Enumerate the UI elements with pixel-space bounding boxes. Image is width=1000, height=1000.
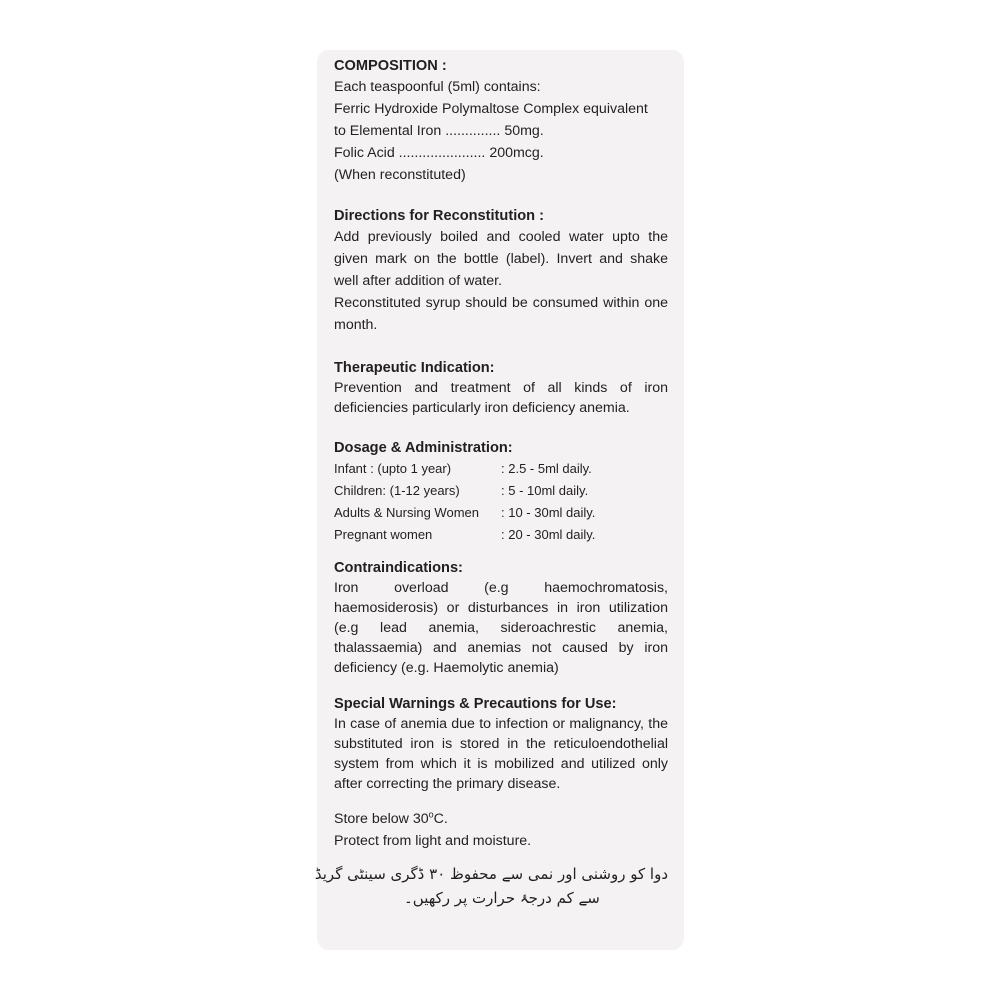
- storage-section: [334, 808, 668, 852]
- indication-text: Prevention and treatment of all kinds of iron deficiencies particularly iron deficiency anemia.: [334, 380, 668, 416]
- storage-protect: Protect from light and moisture.: [334, 833, 532, 849]
- storage-temperature-text: Store below 30: [334, 811, 429, 827]
- dosage-group: Children: (1-12 years): [334, 483, 460, 498]
- dosage-row: [334, 524, 668, 546]
- directions-paragraph: Reconstituted syrup should be consumed within one month.: [334, 295, 668, 333]
- contraindications-text: Iron overload (e.g haemochromatosis, haemosiderosis) or disturbances in iron utilization (e.g lead anemia, sideroachrestic anemia, thalassaemia) and anemias not caused by iron deficiency (e.g. Haemolytic anemia): [334, 580, 668, 676]
- storage-temperature-unit: C.: [433, 811, 448, 827]
- composition-heading: COMPOSITION :: [334, 58, 447, 74]
- dosage-group: Pregnant women: [334, 527, 433, 542]
- urdu-note-line: دوا کو روشنی اور نمی سے محفوظ ۳۰ ڈگری سینٹی گریڈ: [314, 865, 668, 883]
- dosage-heading: Dosage & Administration:: [334, 440, 513, 456]
- composition-line: (When reconstituted): [334, 167, 466, 183]
- dosage-row: [334, 458, 668, 480]
- composition-line: Folic Acid ...................... 200mcg.: [334, 145, 544, 161]
- warnings-heading: Special Warnings & Precautions for Use:: [334, 696, 617, 712]
- directions-heading: Directions for Reconstitution :: [334, 208, 544, 224]
- urdu-note-line: سے کم درجۂ حرارت پر رکھیں۔: [404, 889, 600, 907]
- dosage-table: [334, 458, 668, 546]
- composition-line: Ferric Hydroxide Polymaltose Complex equivalent: [334, 101, 648, 117]
- composition-line: Each teaspoonful (5ml) contains:: [334, 79, 541, 95]
- dosage-amount: : 20 - 30ml daily.: [501, 527, 596, 542]
- warnings-section: [334, 694, 668, 794]
- dosage-row: [334, 502, 668, 524]
- dosage-amount: : 10 - 30ml daily.: [501, 505, 596, 520]
- dosage-group: Infant : (upto 1 year): [334, 461, 452, 476]
- dosage-section: [334, 438, 668, 546]
- urdu-storage-note: [314, 862, 668, 910]
- dosage-group: Adults & Nursing Women: [334, 505, 479, 520]
- warnings-text: In case of anemia due to infection or malignancy, the substituted iron is stored in the reticuloendothelial system from which it is mobilized and utilized only after correcting the primary disease.: [334, 716, 668, 792]
- indication-section: [334, 358, 668, 418]
- dosage-amount: : 2.5 - 5ml daily.: [501, 461, 592, 476]
- medicine-label-panel: [314, 50, 684, 950]
- composition-section: [334, 56, 668, 186]
- directions-section: [334, 206, 668, 336]
- directions-paragraph: Add previously boiled and cooled water upto the given mark on the bottle (label). Invert and shake well after addition of water.: [334, 229, 668, 289]
- degree-symbol: o: [428, 809, 434, 820]
- contraindications-section: [334, 558, 668, 678]
- indication-heading: Therapeutic Indication:: [334, 360, 495, 376]
- contraindications-heading: Contraindications:: [334, 560, 463, 576]
- dosage-amount: : 5 - 10ml daily.: [501, 483, 589, 498]
- composition-line: to Elemental Iron .............. 50mg.: [334, 123, 544, 139]
- dosage-row: [334, 480, 668, 502]
- storage-temperature: [334, 808, 668, 830]
